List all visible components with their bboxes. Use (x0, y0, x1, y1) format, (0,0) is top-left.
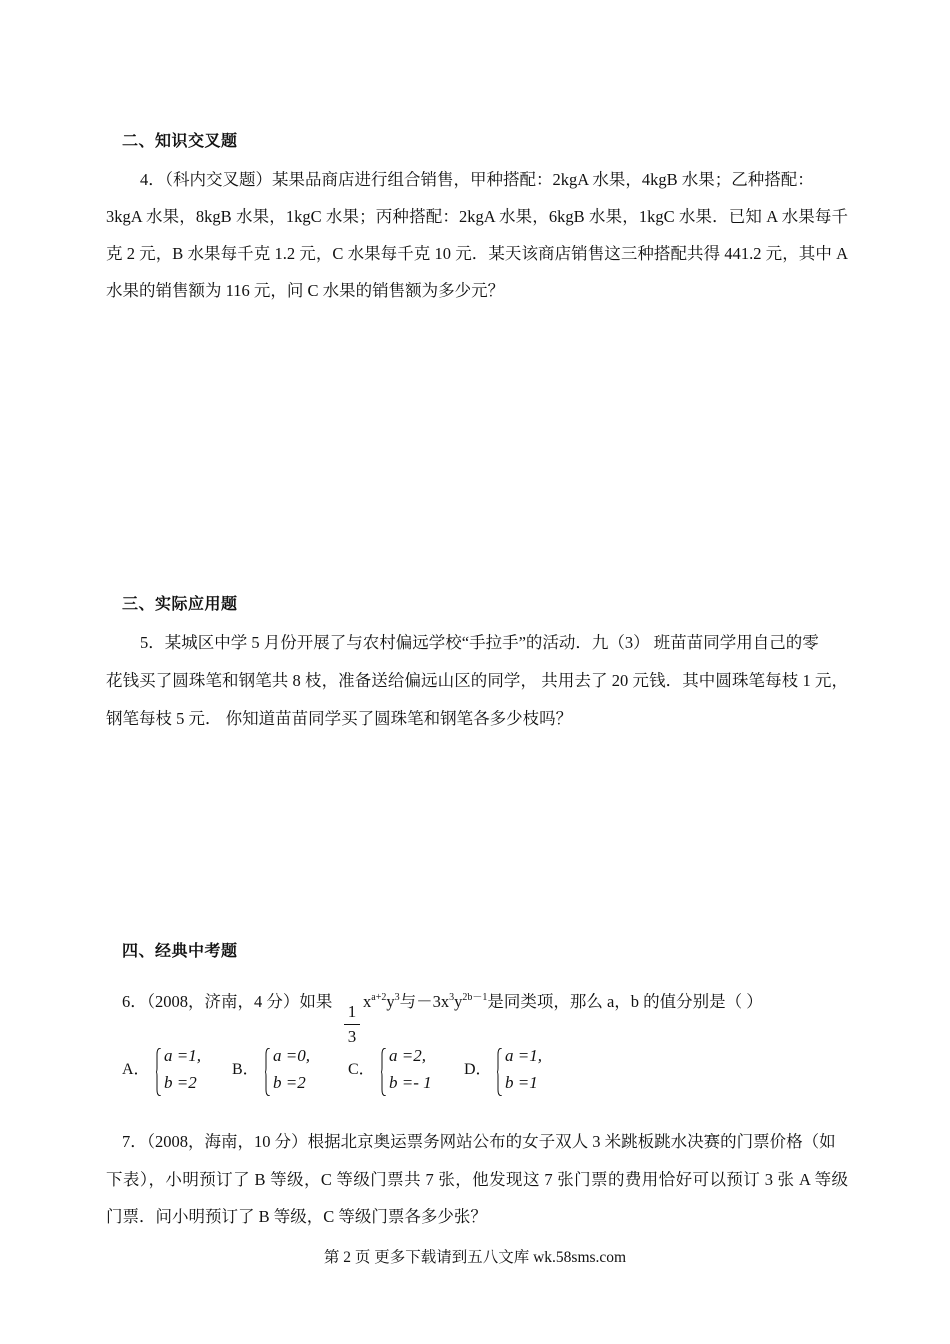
option-c-row-2: b =- 1 (389, 1073, 432, 1092)
section-heading-practical-application: 三、实际应用题 (122, 594, 238, 613)
option-c-row-1: a =2, (389, 1046, 426, 1065)
q7-line-2: 下表），小明预订了 B 等级，C 等级门票共 7 张，他发现这 7 张门票的费用恰好可以预订 3 张 A 等级 (106, 1170, 848, 1189)
q7-line-1: 7．（2008，海南，10 分）根据北京奥运票务网站公布的女子双人 3 米跳板跳水决赛的门票价格（如 (122, 1132, 836, 1151)
q4-line-2: 3kgA 水果，8kgB 水果，1kgC 水果；丙种搭配：2kgA 水果，6kgB 水果，1kgC 水果．已知 A 水果每千 (106, 207, 848, 226)
q6-y-base: y (386, 992, 395, 1011)
q6-y2-exponent: 2b－1 (462, 992, 488, 1003)
q6-y-exponent: 3 (394, 992, 400, 1003)
fraction-denominator: 3 (347, 1027, 357, 1046)
q6-suffix: 是同类项，那么 a，b 的值分别是（ ） (487, 992, 763, 1011)
q6-x2-exponent: 3 (449, 992, 455, 1003)
fraction-numerator: 1 (347, 1002, 357, 1021)
option-b-row-1: a =0, (273, 1046, 310, 1065)
option-a-system (156, 1046, 216, 1100)
q5-line-3: 钢笔每枝 5 元． 你知道苗苗同学买了圆珠笔和钢笔各多少枝吗？ (106, 709, 573, 728)
q6-y2-base: y (454, 992, 463, 1011)
option-b-system (265, 1046, 325, 1100)
q7-line-3: 门票．问小明预订了 B 等级，C 等级门票各多少张？ (106, 1207, 487, 1226)
q5-line-2: 花钱买了圆珠笔和钢笔共 8 枝，准备送给偏远山区的同学， 共用去了 20 元钱．其中圆珠笔每枝 1 元， (106, 671, 848, 690)
option-c-system (381, 1046, 451, 1100)
option-b-row-2: b =2 (273, 1073, 306, 1092)
q6-x-base: x (363, 992, 372, 1011)
option-d-row-1: a =1, (505, 1046, 542, 1065)
left-brace-icon (497, 1048, 502, 1096)
option-b-label: B． (232, 1061, 259, 1078)
fraction-one-third (343, 1000, 361, 1049)
q5-line-1: 5．某城区中学 5 月份开展了与农村偏远学校“手拉手”的活动．九（3） 班苗苗同学用自己的零 (140, 633, 819, 652)
left-brace-icon (265, 1048, 270, 1096)
option-d-label: D． (464, 1061, 492, 1078)
option-a-label: A． (122, 1061, 150, 1078)
option-a-row-1: a =1, (164, 1046, 201, 1065)
q4-line-1: 4．（科内交叉题）某果品商店进行组合销售，甲种搭配：2kgA 水果，4kgB 水果；乙种搭配： (140, 170, 814, 189)
option-a-row-2: b =2 (164, 1073, 197, 1092)
q6-prefix: 6．（2008，济南，4 分）如果 (122, 992, 333, 1011)
section-heading-knowledge-cross: 二、知识交叉题 (122, 131, 238, 150)
q6-mid-text: 与－3x (399, 992, 450, 1011)
option-d-system (497, 1046, 557, 1100)
left-brace-icon (156, 1048, 161, 1096)
option-d-row-2: b =1 (505, 1073, 538, 1092)
section-heading-classic-exam: 四、经典中考题 (122, 941, 238, 960)
option-c-label: C． (348, 1061, 375, 1078)
q4-line-3: 克 2 元，B 水果每千克 1.2 元，C 水果每千克 10 元．某天该商店销售这三种搭配共得 441.2 元，其中 A (106, 244, 848, 263)
q6-x-exponent: a+2 (371, 992, 387, 1003)
q4-line-4: 水果的销售额为 116 元，问 C 水果的销售额为多少元？ (106, 281, 505, 300)
left-brace-icon (381, 1048, 386, 1096)
q6-expression (363, 988, 763, 1012)
page-footer: 第 2 页 更多下载请到五八文库 wk.58sms.com (323, 1249, 627, 1266)
